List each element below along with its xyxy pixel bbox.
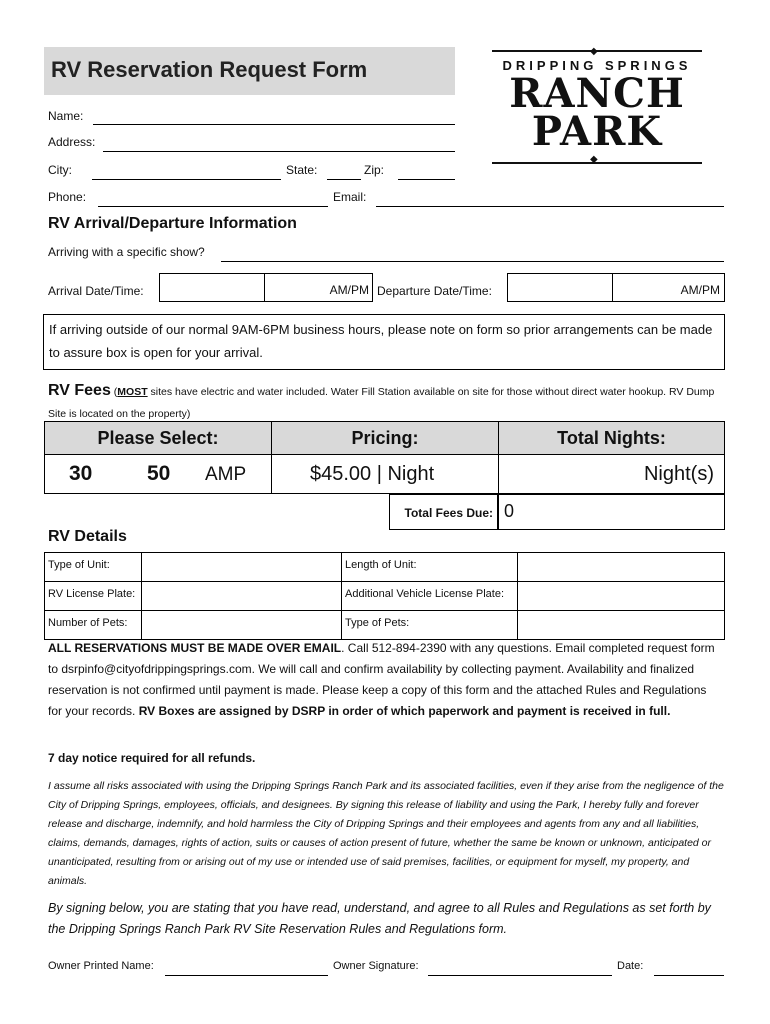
- email-field[interactable]: [376, 206, 724, 207]
- arrival-label: Arrival Date/Time:: [48, 284, 144, 298]
- amp-select-cell: [44, 454, 272, 494]
- type-unit-label: Type of Unit:: [44, 552, 142, 582]
- state-field[interactable]: [327, 179, 361, 180]
- owner-signature-label: Owner Signature:: [333, 960, 419, 972]
- ranch-park-logo: [492, 46, 702, 166]
- zip-label: Zip:: [364, 163, 385, 177]
- arrival-ampm: AM/PM: [329, 283, 369, 297]
- agreement-statement: By signing below, you are stating that you have read, understand, and agree to all Rules and Regulations as set forth by the Dripping Springs Ranch Park RV Site Reservation Rules and Regulations form.: [48, 901, 711, 936]
- logo-line3: PARK: [531, 108, 663, 155]
- fees-heading: RV Fees: [48, 382, 111, 399]
- details-heading: RV Details: [48, 528, 127, 545]
- col-please-select: Please Select:: [44, 421, 272, 455]
- phone-field[interactable]: [98, 206, 328, 207]
- city-label: City:: [48, 163, 72, 177]
- arrival-date-box[interactable]: [159, 273, 265, 302]
- type-pets-label: Type of Pets:: [341, 610, 518, 640]
- arrival-heading: RV Arrival/Departure Information: [48, 215, 297, 232]
- pricing-cell: [271, 454, 499, 494]
- departure-date-box[interactable]: [507, 273, 613, 302]
- fees-note-open: (: [113, 386, 118, 398]
- refund-notice: 7 day notice required for all refunds.: [48, 751, 256, 765]
- date-field[interactable]: [654, 975, 724, 976]
- policy-paragraph: [48, 638, 720, 722]
- license-field[interactable]: [141, 581, 342, 611]
- type-unit-field[interactable]: [141, 552, 342, 582]
- amp-label: AMP: [205, 464, 247, 485]
- amp-50-option[interactable]: 50: [147, 462, 171, 485]
- address-label: Address:: [48, 135, 96, 149]
- nights-cell[interactable]: [498, 454, 725, 494]
- name-label: Name:: [48, 109, 84, 123]
- departure-ampm: AM/PM: [680, 283, 720, 297]
- logo-line1: DRIPPING SPRINGS: [502, 58, 692, 73]
- add-license-label: Additional Vehicle License Plate:: [341, 581, 518, 611]
- policy-bold-1: ALL RESERVATIONS MUST BE MADE OVER EMAIL: [48, 641, 342, 655]
- amp-30-option[interactable]: 30: [69, 462, 93, 485]
- length-unit-label: Length of Unit:: [341, 552, 518, 582]
- form-title-bar: [44, 47, 455, 95]
- hours-note: If arriving outside of our normal 9AM-6PM business hours, please note on form so prior arrangements can be made to assure box is open for your arrival.: [49, 322, 713, 360]
- owner-name-label: Owner Printed Name:: [48, 960, 154, 972]
- pets-label: Number of Pets:: [44, 610, 142, 640]
- liability-waiver: I assume all risks associated with using the Dripping Springs Ranch Park and its associated facilities, even if they arise from the negligence of the City of Dripping Springs, employees, officials, and designees. By signing this release of liability and using the Park, I hereby fully and forever release and discharge, indemnify, and hold harmless the City of Dripping Springs and their employees and agents from any and all liabilities, claims, demands, damages, rights of action, suits or causes of action present of future, whether the same be known or unknown, anticipated or unanticipated, resulting from or arising out of my use or intended use of said premises, facilities, or equipment for myself, my property, and animals.: [48, 780, 724, 887]
- state-label: State:: [286, 163, 318, 177]
- add-license-field[interactable]: [517, 581, 725, 611]
- owner-name-field[interactable]: [165, 975, 328, 976]
- total-fees-field[interactable]: [498, 494, 725, 530]
- policy-bold-2: RV Boxes are assigned by DSRP in order of which paperwork and payment is received in full.: [135, 704, 671, 718]
- pets-field[interactable]: [141, 610, 342, 640]
- price-value: $45.00 | Night: [310, 463, 435, 485]
- phone-label: Phone:: [48, 190, 87, 204]
- col-total-nights: Total Nights:: [498, 421, 725, 455]
- departure-label: Departure Date/Time:: [377, 284, 492, 298]
- name-field[interactable]: [93, 124, 455, 125]
- license-label: RV License Plate:: [44, 581, 142, 611]
- logo-diamond-bottom-icon: ◆: [590, 154, 598, 165]
- hours-note-box: [43, 314, 725, 370]
- fees-note-most: MOST: [117, 386, 148, 398]
- show-label: Arriving with a specific show?: [48, 245, 205, 259]
- policy-text-1: . Call 512-894-2390 with any questions. Email completed request form to dsrpinfo@cityofdrippingsprings.com. We will call and confirm availability by collecting payment. Availability and finalized reservation is not confirmed until payment is made. Please keep a copy of this form and the attached Rules and Regulations for your records.: [48, 641, 715, 718]
- address-field[interactable]: [103, 151, 455, 152]
- logo-diamond-top-icon: ◆: [590, 46, 598, 57]
- total-fees-label-cell: [389, 494, 498, 530]
- departure-time-box[interactable]: [612, 273, 725, 302]
- fees-note-rest: sites have electric and water included. Water Fill Station available on site for those without direct water hookup. RV Dump Site is located on the property): [48, 386, 715, 420]
- city-field[interactable]: [92, 179, 281, 180]
- logo-line2: RANCH: [509, 70, 685, 117]
- show-field[interactable]: [221, 261, 724, 262]
- arrival-time-box[interactable]: [264, 273, 373, 302]
- total-fees-value: 0: [504, 501, 515, 521]
- zip-field[interactable]: [398, 179, 455, 180]
- form-title: RV Reservation Request Form: [51, 57, 368, 82]
- owner-signature-field[interactable]: [428, 975, 612, 976]
- fees-intro: [48, 380, 728, 425]
- nights-label: Night(s): [643, 463, 714, 485]
- type-pets-field[interactable]: [517, 610, 725, 640]
- length-unit-field[interactable]: [517, 552, 725, 582]
- col-pricing: Pricing:: [271, 421, 499, 455]
- total-fees-label: Total Fees Due:: [404, 506, 493, 520]
- email-label: Email:: [333, 190, 367, 204]
- date-label: Date:: [617, 960, 644, 972]
